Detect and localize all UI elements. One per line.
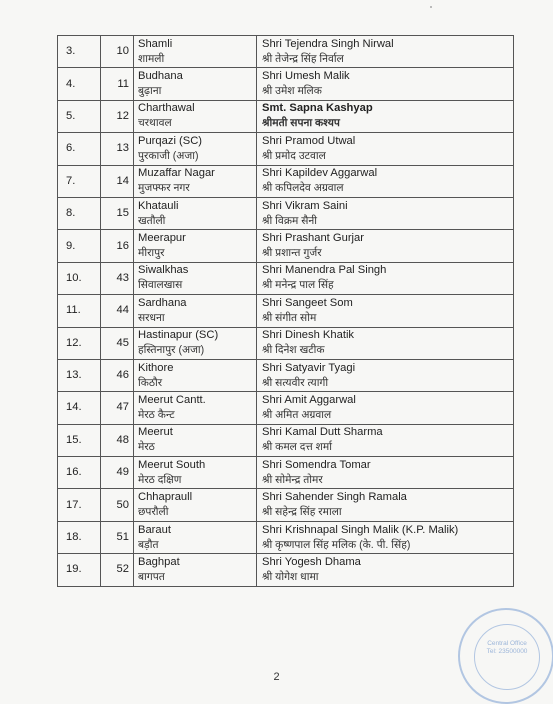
constituency-cell (134, 521, 257, 553)
constituency-number-cell (101, 197, 134, 229)
constituency-number: 45 (116, 336, 129, 349)
candidate-cell (257, 424, 514, 456)
constituency-number-cell (101, 36, 134, 68)
table-row (58, 68, 514, 100)
serial-number: 7. (66, 174, 76, 187)
serial-number-cell (58, 100, 101, 132)
candidate-cell (257, 521, 514, 553)
candidate-cell (257, 230, 514, 262)
constituency-cell (134, 295, 257, 327)
table-row (58, 36, 514, 68)
constituency-cell (134, 262, 257, 294)
candidate-cell (257, 392, 514, 424)
candidate-cell (257, 262, 514, 294)
candidate-name-en: Shri Dinesh Khatik (262, 329, 355, 342)
serial-number: 15. (66, 433, 82, 446)
constituency-name-en: Chhapraull (138, 491, 193, 504)
candidate-name-en: Smt. Sapna Kashyap (262, 102, 373, 115)
constituency-name-hi: बागपत (138, 570, 165, 583)
constituency-name-hi: शामली (138, 52, 165, 65)
constituency-number: 12 (116, 109, 129, 122)
table-row (58, 457, 514, 489)
serial-number: 17. (66, 498, 82, 511)
candidate-cell (257, 327, 514, 359)
constituency-cell (134, 197, 257, 229)
constituency-number-cell (101, 262, 134, 294)
candidate-name-en: Shri Prashant Gurjar (262, 232, 364, 245)
candidate-cell (257, 554, 514, 586)
office-seal-stamp (458, 608, 553, 704)
constituency-cell (134, 554, 257, 586)
serial-number-cell (58, 36, 101, 68)
candidate-cell (257, 457, 514, 489)
candidate-name-en: Shri Kamal Dutt Sharma (262, 426, 383, 439)
constituency-number-cell (101, 165, 134, 197)
office-seal-text (482, 640, 532, 656)
constituency-name-en: Sardhana (138, 296, 187, 309)
constituency-number-cell (101, 133, 134, 165)
constituency-cell (134, 230, 257, 262)
candidate-cell (257, 68, 514, 100)
constituency-cell (134, 359, 257, 391)
candidate-name-en: Shri Sangeet Som (262, 296, 353, 309)
table-row (58, 197, 514, 229)
candidate-name-hi: श्री मनेन्द्र पाल सिंह (262, 279, 334, 292)
serial-number-cell (58, 295, 101, 327)
constituency-number-cell (101, 327, 134, 359)
serial-number: 18. (66, 531, 82, 544)
constituency-number-cell (101, 392, 134, 424)
constituency-number: 11 (117, 77, 129, 90)
candidate-name-en: Shri Krishnapal Singh Malik (K.P. Malik) (262, 523, 459, 536)
table-row (58, 424, 514, 456)
constituency-name-en: Charthawal (138, 102, 195, 115)
serial-number: 8. (66, 207, 76, 220)
office-seal-line-1: Central Office (487, 640, 527, 647)
office-seal-inner-ring (474, 624, 540, 690)
constituency-number: 52 (116, 563, 129, 576)
constituency-name-en: Shamli (138, 37, 173, 50)
page-number: 2 (273, 671, 280, 683)
candidate-cell (257, 133, 514, 165)
table-row (58, 295, 514, 327)
constituency-name-hi: हस्तिनापुर (अजा) (138, 344, 205, 357)
candidate-name-hi: श्री संगीत सोम (262, 311, 317, 324)
serial-number: 11. (66, 304, 81, 317)
candidate-name-hi: श्री प्रशान्त गुर्जर (262, 247, 322, 260)
constituency-cell (134, 100, 257, 132)
serial-number: 10. (66, 271, 82, 284)
serial-number-cell (58, 165, 101, 197)
constituency-cell (134, 327, 257, 359)
candidate-name-hi: श्री सहेन्द्र सिंह रमाला (262, 506, 342, 519)
constituency-cell (134, 133, 257, 165)
constituency-cell (134, 424, 257, 456)
constituency-number: 15 (116, 207, 129, 220)
table-row (58, 359, 514, 391)
constituency-name-en: Baraut (138, 523, 171, 536)
serial-number-cell (58, 133, 101, 165)
constituency-name-en: Budhana (138, 70, 183, 83)
constituency-number-cell (101, 359, 134, 391)
candidate-name-hi: श्री सोमेन्द्र तोमर (262, 473, 323, 486)
serial-number: 6. (66, 142, 76, 155)
candidate-name-hi: श्री कमल दत्त शर्मा (262, 441, 332, 454)
serial-number-cell (58, 521, 101, 553)
candidate-name-hi: श्री कपिलदेव अग्रवाल (262, 182, 344, 195)
serial-number-cell (58, 489, 101, 521)
serial-number: 12. (66, 336, 82, 349)
constituency-number-cell (101, 489, 134, 521)
candidate-cell (257, 359, 514, 391)
candidate-name-en: Shri Yogesh Dhama (262, 555, 361, 568)
constituency-cell (134, 457, 257, 489)
serial-number: 3. (66, 45, 76, 58)
constituency-cell (134, 165, 257, 197)
constituency-number: 46 (116, 369, 129, 382)
serial-number-cell (58, 554, 101, 586)
table-row (58, 327, 514, 359)
candidate-cell (257, 165, 514, 197)
candidate-name-en: Shri Manendra Pal Singh (262, 264, 387, 277)
candidate-cell (257, 100, 514, 132)
constituency-name-hi: सरधना (138, 311, 165, 324)
table-row (58, 133, 514, 165)
constituency-number: 44 (116, 304, 129, 317)
constituency-name-en: Meerut (138, 426, 173, 439)
candidate-name-hi: श्रीमती सपना कश्यप (262, 117, 340, 130)
table-row (58, 100, 514, 132)
serial-number: 9. (66, 239, 76, 252)
constituency-number: 10 (116, 45, 129, 58)
constituency-name-hi: सिवालखास (138, 279, 183, 292)
candidate-name-hi: श्री विक्रम सैनी (262, 214, 318, 227)
constituency-name-hi: बड़ौत (138, 538, 159, 551)
constituency-name-en: Hastinapur (SC) (138, 329, 219, 342)
candidate-name-en: Shri Satyavir Tyagi (262, 361, 356, 374)
serial-number-cell (58, 392, 101, 424)
serial-number-cell (58, 327, 101, 359)
constituency-name-en: Kithore (138, 361, 174, 374)
constituency-name-hi: किठौर (138, 376, 163, 389)
constituency-cell (134, 489, 257, 521)
constituency-name-en: Meerut Cantt. (138, 393, 206, 406)
candidate-name-en: Shri Pramod Utwal (262, 134, 356, 147)
candidate-name-hi: श्री कृष्णपाल सिंह मलिक (के. पी. सिंह) (262, 538, 411, 551)
constituency-name-en: Meerut South (138, 458, 206, 471)
serial-number-cell (58, 424, 101, 456)
constituency-number-cell (101, 457, 134, 489)
constituency-name-hi: मेरठ दक्षिण (138, 473, 182, 486)
candidate-name-en: Shri Umesh Malik (262, 70, 350, 83)
constituency-cell (134, 36, 257, 68)
serial-number: 4. (66, 77, 76, 90)
candidate-name-en: Shri Sahender Singh Ramala (262, 491, 407, 504)
constituency-number-cell (101, 295, 134, 327)
constituency-number: 50 (116, 498, 129, 511)
candidate-name-hi: श्री योगेश धामा (262, 570, 319, 583)
constituency-cell (134, 392, 257, 424)
serial-number: 14. (66, 401, 82, 414)
constituency-name-hi: चरथावल (138, 117, 172, 130)
serial-number-cell (58, 68, 101, 100)
table-row (58, 489, 514, 521)
candidate-name-en: Shri Vikram Saini (262, 199, 348, 212)
constituency-name-en: Khatauli (138, 199, 179, 212)
candidate-name-en: Shri Amit Aggarwal (262, 393, 356, 406)
constituency-name-en: Purqazi (SC) (138, 134, 203, 147)
candidate-table-body (58, 36, 514, 587)
serial-number-cell (58, 359, 101, 391)
table-row (58, 521, 514, 553)
constituency-number: 13 (116, 142, 129, 155)
candidate-name-en: Shri Tejendra Singh Nirwal (262, 37, 394, 50)
constituency-number: 49 (116, 466, 129, 479)
serial-number-cell (58, 197, 101, 229)
constituency-number: 47 (116, 401, 129, 414)
serial-number: 5. (66, 109, 76, 122)
serial-number: 16. (66, 466, 82, 479)
constituency-number-cell (101, 100, 134, 132)
constituency-name-hi: खतौली (138, 214, 166, 227)
serial-number: 13. (66, 369, 82, 382)
constituency-name-hi: छपरौली (138, 506, 169, 519)
constituency-number: 48 (116, 433, 129, 446)
candidate-table (57, 35, 514, 587)
table-row (58, 392, 514, 424)
candidate-name-en: Shri Somendra Tomar (262, 458, 371, 471)
constituency-name-en: Muzaffar Nagar (138, 167, 215, 180)
constituency-number-cell (101, 230, 134, 262)
constituency-name-en: Baghpat (138, 555, 180, 568)
serial-number: 19. (66, 563, 82, 576)
candidate-name-hi: श्री सत्यवीर त्यागी (262, 376, 329, 389)
constituency-name-hi: मुजफ्फर नगर (138, 182, 190, 195)
serial-number-cell (58, 230, 101, 262)
constituency-name-hi: पुरकाजी (अजा) (138, 149, 199, 162)
constituency-number-cell (101, 521, 134, 553)
constituency-number-cell (101, 424, 134, 456)
candidate-name-hi: श्री उमेश मलिक (262, 85, 322, 98)
table-row (58, 230, 514, 262)
constituency-name-en: Siwalkhas (138, 264, 189, 277)
table-row (58, 554, 514, 586)
table-row (58, 165, 514, 197)
constituency-name-en: Meerapur (138, 232, 186, 245)
candidate-name-en: Shri Kapildev Aggarwal (262, 167, 378, 180)
constituency-name-hi: मीरापुर (138, 247, 165, 260)
candidate-name-hi: श्री तेजेन्द्र सिंह निर्वाल (262, 52, 344, 65)
table-row (58, 262, 514, 294)
constituency-name-hi: मेरठ (138, 441, 155, 454)
constituency-number: 43 (116, 271, 129, 284)
scan-speck (430, 6, 432, 8)
serial-number-cell (58, 457, 101, 489)
candidate-name-hi: श्री अमित अग्रवाल (262, 408, 332, 421)
serial-number-cell (58, 262, 101, 294)
constituency-name-hi: बुढ़ाना (138, 85, 162, 98)
candidate-cell (257, 36, 514, 68)
candidate-cell (257, 197, 514, 229)
constituency-number: 51 (116, 531, 129, 544)
constituency-number: 16 (116, 239, 129, 252)
candidate-name-hi: श्री दिनेश खटीक (262, 344, 325, 357)
candidate-cell (257, 295, 514, 327)
constituency-number-cell (101, 68, 134, 100)
constituency-number-cell (101, 554, 134, 586)
constituency-cell (134, 68, 257, 100)
candidate-name-hi: श्री प्रमोद उटवाल (262, 149, 326, 162)
constituency-name-hi: मेरठ कैन्ट (138, 408, 175, 421)
candidate-cell (257, 489, 514, 521)
office-seal-line-2: Tel: 23500000 (486, 648, 528, 655)
constituency-number: 14 (116, 174, 129, 187)
